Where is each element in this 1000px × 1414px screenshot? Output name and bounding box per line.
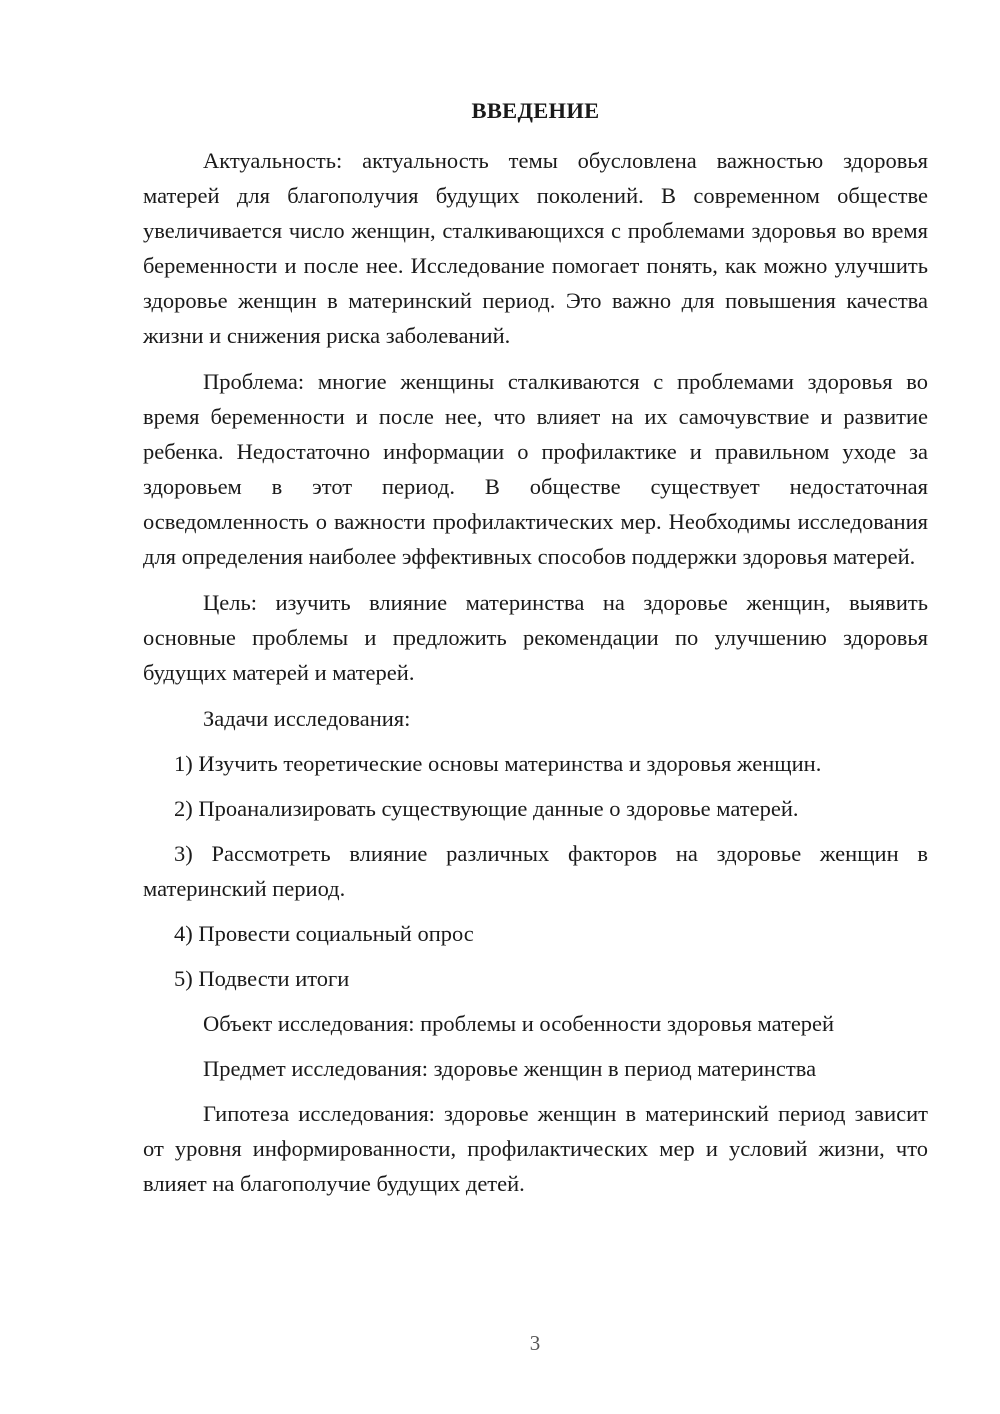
page-number: 3 bbox=[529, 1331, 541, 1355]
task-item-1: 1) Изучить теоретические основы материнства и здоровья женщин. bbox=[174, 751, 822, 776]
hypothesis-paragraph: Гипотеза исследования: здоровье женщин в материнский период зависит от уровня информированности, профилактических мер и условий жизни, что влияет на благополучие будущих детей. bbox=[143, 1101, 928, 1196]
section-heading: ВВЕДЕНИЕ bbox=[471, 98, 600, 123]
task-item-2: 2) Проанализировать существующие данные о здоровье матерей. bbox=[174, 796, 799, 821]
research-object: Объект исследования: проблемы и особенности здоровья матерей bbox=[203, 1011, 835, 1036]
research-subject: Предмет исследования: здоровье женщин в период материнства bbox=[203, 1056, 817, 1081]
task-item-4: 4) Провести социальный опрос bbox=[174, 921, 474, 946]
task-item-5: 5) Подвести итоги bbox=[174, 966, 350, 991]
tasks-heading: Задачи исследования: bbox=[203, 706, 411, 731]
goal-paragraph: Цель: изучить влияние материнства на здоровье женщин, выявить основные проблемы и предложить рекомендации по улучшению здоровья будущих матерей и матерей. bbox=[143, 590, 928, 685]
page-content bbox=[143, 93, 928, 1212]
relevance-paragraph: Актуальность: актуальность темы обусловлена важностью здоровья матерей для благополучия будущих поколений. В современном обществе увеличивается число женщин, сталкивающихся с проблемами здоровья во время беременности и после нее. Исследование помогает понять, как можно улучшить здоровье женщин в материнский период. Это важно для повышения качества жизни и снижения риска заболеваний. bbox=[143, 148, 928, 348]
problem-paragraph: Проблема: многие женщины сталкиваются с проблемами здоровья во время беременности и после нее, что влияет на их самочувствие и развитие ребенка. Недостаточно информации о профилактике и правильном уходе за здоровьем в этот период. В обществе существует недостаточная осведомленность о важности профилактических мер. Необходимы исследования для определения наиболее эффективных способов поддержки здоровья матерей. bbox=[143, 369, 928, 569]
task-item-3: 3) Рассмотреть влияние различных факторов на здоровье женщин в материнский период. bbox=[143, 841, 928, 901]
